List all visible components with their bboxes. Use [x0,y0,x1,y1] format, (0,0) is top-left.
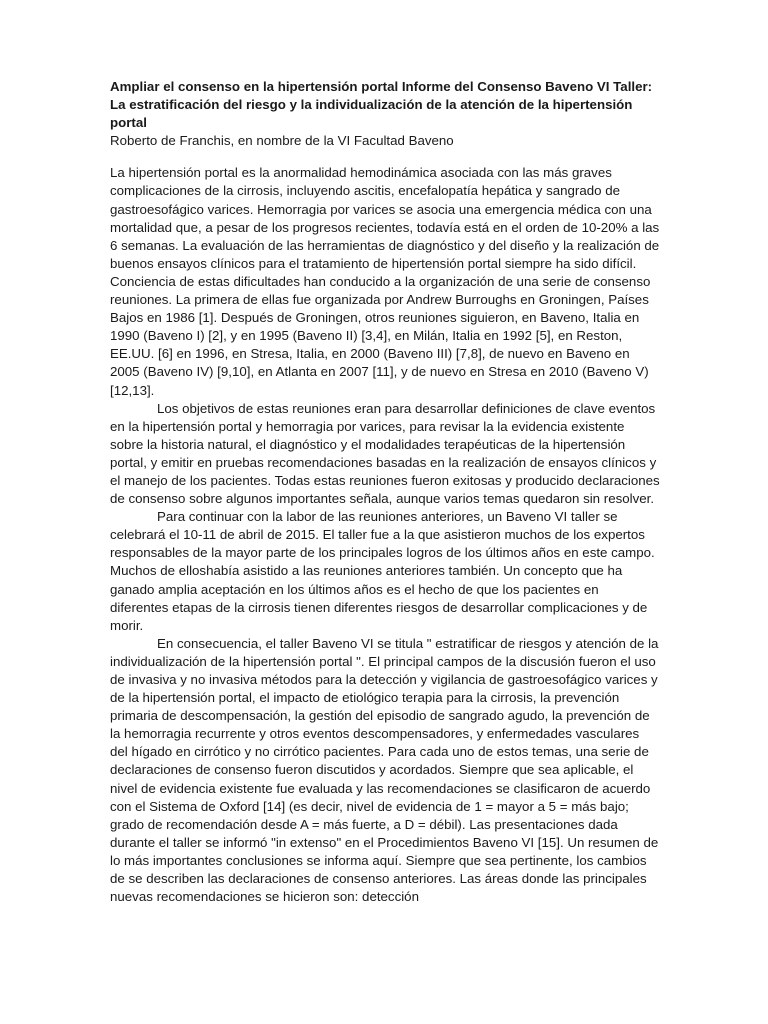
paragraph-1: La hipertensión portal es la anormalidad hemodinámica asociada con las más graves complicaciones de la cirrosis, incluyendo ascitis, encefalopatía hepática y sangrado de gastroesofágico varices. Hemorragia por varices se asocia una emergencia médica con una mortalidad que, a pesar de los progresos recientes, todavía está en el orden de 10-20% a las 6 semanas. La evaluación de las herramientas de diagnóstico y del diseño y la realización de buenos ensayos clínicos para el tratamiento de hipertensión portal siempre ha sido difícil. Conciencia de estas dificultades han conducido a la organización de una serie de consenso reuniones. La primera de ellas fue organizada por Andrew Burroughs en Groningen, Países Bajos en 1986 [1]. Después de Groningen, otros reuniones siguieron, en Baveno, Italia en 1990 (Baveno I) [2], y en 1995 (Baveno II) [3,4], en Milán, Italia en 1992 [5], en Reston, EE.UU. [6] en 1996, en Stresa, Italia, en 2000 (Baveno III) [7,8], de nuevo en Baveno en 2005 (Baveno IV) [9,10], en Atlanta en 2007 [11], y de nuevo en Stresa en 2010 (Baveno V) [12,13]. [110,165,660,398]
paragraph-4: En consecuencia, el taller Baveno VI se titula " estratificar de riesgos y atención de la individualización de la hipertensión portal ". El principal campos de la discusión fueron el uso de invasiva y no invasiva métodos para la detección y vigilancia de gastroesofágico varices y de la hipertensión portal, el impacto de etiológico terapia para la cirrosis, la prevención primaria de descompensación, la gestión del episodio de sangrado agudo, la prevención de la hemorragia recurrente y otros eventos descompensadores, y enfermedades vasculares del hígado en cirrótico y no cirrótico pacientes. Para cada uno de estos temas, una serie de declaraciones de consenso fueron discutidos y acordados. Siempre que sea aplicable, el nivel de evidencia existente fue evaluada y las recomendaciones se clasificaron de acuerdo con el Sistema de Oxford [14] (es decir, nivel de evidencia de 1 = mayor a 5 = más bajo; grado de recomendación desde A = más fuerte, a D = débil). Las presentaciones dada durante el taller se informó "in extenso" en el Procedimientos Baveno VI [15]. Un resumen de lo más importantes conclusiones se informa aquí. Siempre que sea pertinente, los cambios de se describen las declaraciones de consenso anteriores. Las áreas donde las principales nuevas recomendaciones se hicieron son: detección [110,635,659,905]
document-title: Ampliar el consenso en la hipertensión portal Informe del Consenso Baveno VI Taller: La estratificación del riesgo y la individualización de la atención de la hipertensión portal [110,79,653,131]
document-page [110,78,660,906]
document-author: Roberto de Franchis, en nombre de la VI Facultad Baveno [110,133,454,149]
paragraph-2: Los objetivos de estas reuniones eran para desarrollar definiciones de clave eventos en la hipertensión portal y hemorragia por varices, para revisar la la evidencia existente sobre la historia natural, el diagnóstico y el modalidades terapéuticas de la hipertensión portal, y emitir en pruebas recomendaciones basadas en la realización de ensayos clínicos y el manejo de los pacientes. Todas estas reuniones fueron exitosas y producido declaraciones de consenso sobre algunos importantes señala, aunque varios temas quedaron sin resolver. [110,400,660,507]
paragraph-3: Para continuar con la labor de las reuniones anteriores, un Baveno VI taller se celebrará el 10-11 de abril de 2015. El taller fue a la que asistieron muchos de los expertos responsables de la mayor parte de los principales logros de los últimos años en este campo. Muchos de elloshabía asistido a las reuniones anteriores también. Un concepto que ha ganado amplia aceptación en los últimos años es el hecho de que los pacientes en diferentes etapas de la cirrosis tienen diferentes riesgos de desarrollar complicaciones y de morir. [110,509,655,633]
